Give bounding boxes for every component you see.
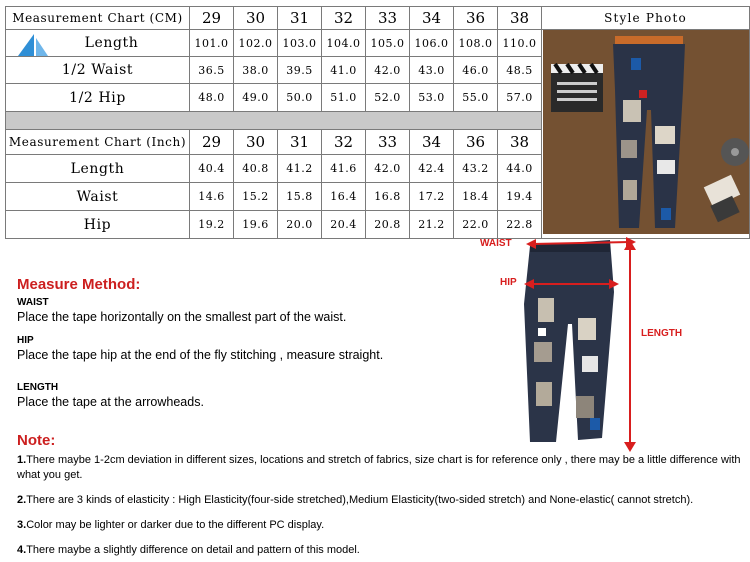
note-text: There maybe a slightly difference on detail and pattern of this model. bbox=[26, 544, 360, 556]
separator-cell bbox=[6, 112, 542, 130]
table-cell: 41.2 bbox=[278, 155, 322, 183]
note-number: 2. bbox=[17, 494, 27, 506]
note-title: Note: bbox=[17, 432, 56, 449]
table-cell: 41.6 bbox=[322, 155, 366, 183]
table-cell: 48.0 bbox=[190, 84, 234, 112]
row-label: 1/2 Hip bbox=[6, 84, 190, 112]
note-number: 4. bbox=[17, 544, 27, 556]
table-cell: 20.0 bbox=[278, 211, 322, 239]
table-cell: 38.0 bbox=[234, 57, 278, 84]
measurement-diagram bbox=[478, 232, 750, 458]
cm-size-33: 33 bbox=[366, 7, 410, 30]
table-cell: 19.2 bbox=[190, 211, 234, 239]
table-cell: 43.0 bbox=[410, 57, 454, 84]
table-cell: 101.0 bbox=[190, 30, 234, 57]
inch-size-36: 36 bbox=[454, 130, 498, 155]
table-cell: 44.0 bbox=[498, 155, 542, 183]
cm-row-label-length bbox=[6, 30, 190, 57]
table-cell: 110.0 bbox=[498, 30, 542, 57]
table-cell: 55.0 bbox=[454, 84, 498, 112]
table-cell: 103.0 bbox=[278, 30, 322, 57]
table-cell: 104.0 bbox=[322, 30, 366, 57]
row-label: Length bbox=[6, 155, 190, 183]
notes-section bbox=[17, 432, 742, 562]
measure-method-section bbox=[17, 276, 487, 409]
style-photo bbox=[542, 30, 750, 239]
table-cell: 57.0 bbox=[498, 84, 542, 112]
table-cell: 16.8 bbox=[366, 183, 410, 211]
table-cell: 50.0 bbox=[278, 84, 322, 112]
table-cell: 20.8 bbox=[366, 211, 410, 239]
table-cell: 39.5 bbox=[278, 57, 322, 84]
inch-size-34: 34 bbox=[410, 130, 454, 155]
table-cell: 52.0 bbox=[366, 84, 410, 112]
table-cell: 106.0 bbox=[410, 30, 454, 57]
table-cell: 17.2 bbox=[410, 183, 454, 211]
table-cell: 19.4 bbox=[498, 183, 542, 211]
style-photo-image bbox=[543, 30, 749, 234]
measure-method-title: Measure Method: bbox=[17, 276, 141, 293]
inch-size-29: 29 bbox=[190, 130, 234, 155]
inch-size-32: 32 bbox=[322, 130, 366, 155]
row-label: Hip bbox=[6, 211, 190, 239]
table-cell: 15.8 bbox=[278, 183, 322, 211]
cm-size-38: 38 bbox=[498, 7, 542, 30]
table-cell: 36.5 bbox=[190, 57, 234, 84]
table-cell: 53.0 bbox=[410, 84, 454, 112]
length-label: LENGTH bbox=[641, 328, 683, 339]
note-text: Color may be lighter or darker due to the different PC display. bbox=[26, 519, 325, 531]
cm-chart-header: Measurement Chart (CM) bbox=[6, 7, 190, 30]
diagram-jeans bbox=[524, 240, 614, 442]
cm-size-29: 29 bbox=[190, 7, 234, 30]
note-item-4 bbox=[17, 543, 742, 558]
length-term: LENGTH bbox=[17, 382, 59, 393]
note-item-1 bbox=[17, 453, 742, 483]
waist-term: WAIST bbox=[17, 297, 49, 308]
table-cell: 14.6 bbox=[190, 183, 234, 211]
row-label: Waist bbox=[6, 183, 190, 211]
note-number: 3. bbox=[17, 519, 27, 531]
table-row bbox=[6, 30, 750, 57]
hip-label: HIP bbox=[500, 277, 517, 288]
inch-size-33: 33 bbox=[366, 130, 410, 155]
table-cell: 40.4 bbox=[190, 155, 234, 183]
table-cell: 49.0 bbox=[234, 84, 278, 112]
table-cell: 42.0 bbox=[366, 57, 410, 84]
table-cell: 102.0 bbox=[234, 30, 278, 57]
table-cell: 18.4 bbox=[454, 183, 498, 211]
waist-label: WAIST bbox=[480, 238, 512, 249]
table-cell: 15.2 bbox=[234, 183, 278, 211]
table-cell: 46.0 bbox=[454, 57, 498, 84]
length-arrow bbox=[624, 240, 636, 452]
inch-chart-header: Measurement Chart (Inch) bbox=[6, 130, 190, 155]
hip-term: HIP bbox=[17, 335, 34, 346]
table-cell: 22.8 bbox=[498, 211, 542, 239]
size-chart-table bbox=[5, 6, 750, 239]
row-label: Length bbox=[84, 35, 139, 51]
note-text: There maybe 1-2cm deviation in different sizes, locations and stretch of fabrics, size chart is for reference only , there may be a little difference with what you get. bbox=[17, 454, 741, 481]
row-label: 1/2 Waist bbox=[6, 57, 190, 84]
table-cell: 19.6 bbox=[234, 211, 278, 239]
style-photo-header: Style Photo bbox=[542, 7, 750, 30]
inch-size-38: 38 bbox=[498, 130, 542, 155]
cm-header-row bbox=[6, 7, 750, 30]
clapperboard-prop bbox=[551, 64, 603, 112]
cm-size-30: 30 bbox=[234, 7, 278, 30]
cm-size-36: 36 bbox=[454, 7, 498, 30]
sailboat-logo-icon bbox=[10, 32, 56, 57]
table-cell: 22.0 bbox=[454, 211, 498, 239]
length-description: Place the tape at the arrowheads. bbox=[17, 395, 204, 409]
inch-size-31: 31 bbox=[278, 130, 322, 155]
waist-description: Place the tape horizontally on the smallest part of the waist. bbox=[17, 310, 347, 324]
table-cell: 20.4 bbox=[322, 211, 366, 239]
note-number: 1. bbox=[17, 454, 27, 466]
table-cell: 21.2 bbox=[410, 211, 454, 239]
note-item-3 bbox=[17, 518, 742, 533]
cm-size-31: 31 bbox=[278, 7, 322, 30]
table-cell: 51.0 bbox=[322, 84, 366, 112]
table-cell: 108.0 bbox=[454, 30, 498, 57]
table-cell: 42.0 bbox=[366, 155, 410, 183]
note-item-2 bbox=[17, 493, 742, 508]
cm-size-34: 34 bbox=[410, 7, 454, 30]
table-cell: 43.2 bbox=[454, 155, 498, 183]
table-cell: 42.4 bbox=[410, 155, 454, 183]
table-cell: 105.0 bbox=[366, 30, 410, 57]
table-cell: 16.4 bbox=[322, 183, 366, 211]
note-text: There are 3 kinds of elasticity : High Elasticity(four-side stretched),Medium Elasticity(two-sided stretch) and None-elastic( cannot stretch). bbox=[26, 494, 694, 506]
cm-size-32: 32 bbox=[322, 7, 366, 30]
hip-description: Place the tape hip at the end of the fly stitching , measure straight. bbox=[17, 348, 384, 362]
jeans-diagram-image bbox=[478, 232, 750, 458]
table-cell: 40.8 bbox=[234, 155, 278, 183]
table-cell: 48.5 bbox=[498, 57, 542, 84]
table-cell: 41.0 bbox=[322, 57, 366, 84]
inch-size-30: 30 bbox=[234, 130, 278, 155]
